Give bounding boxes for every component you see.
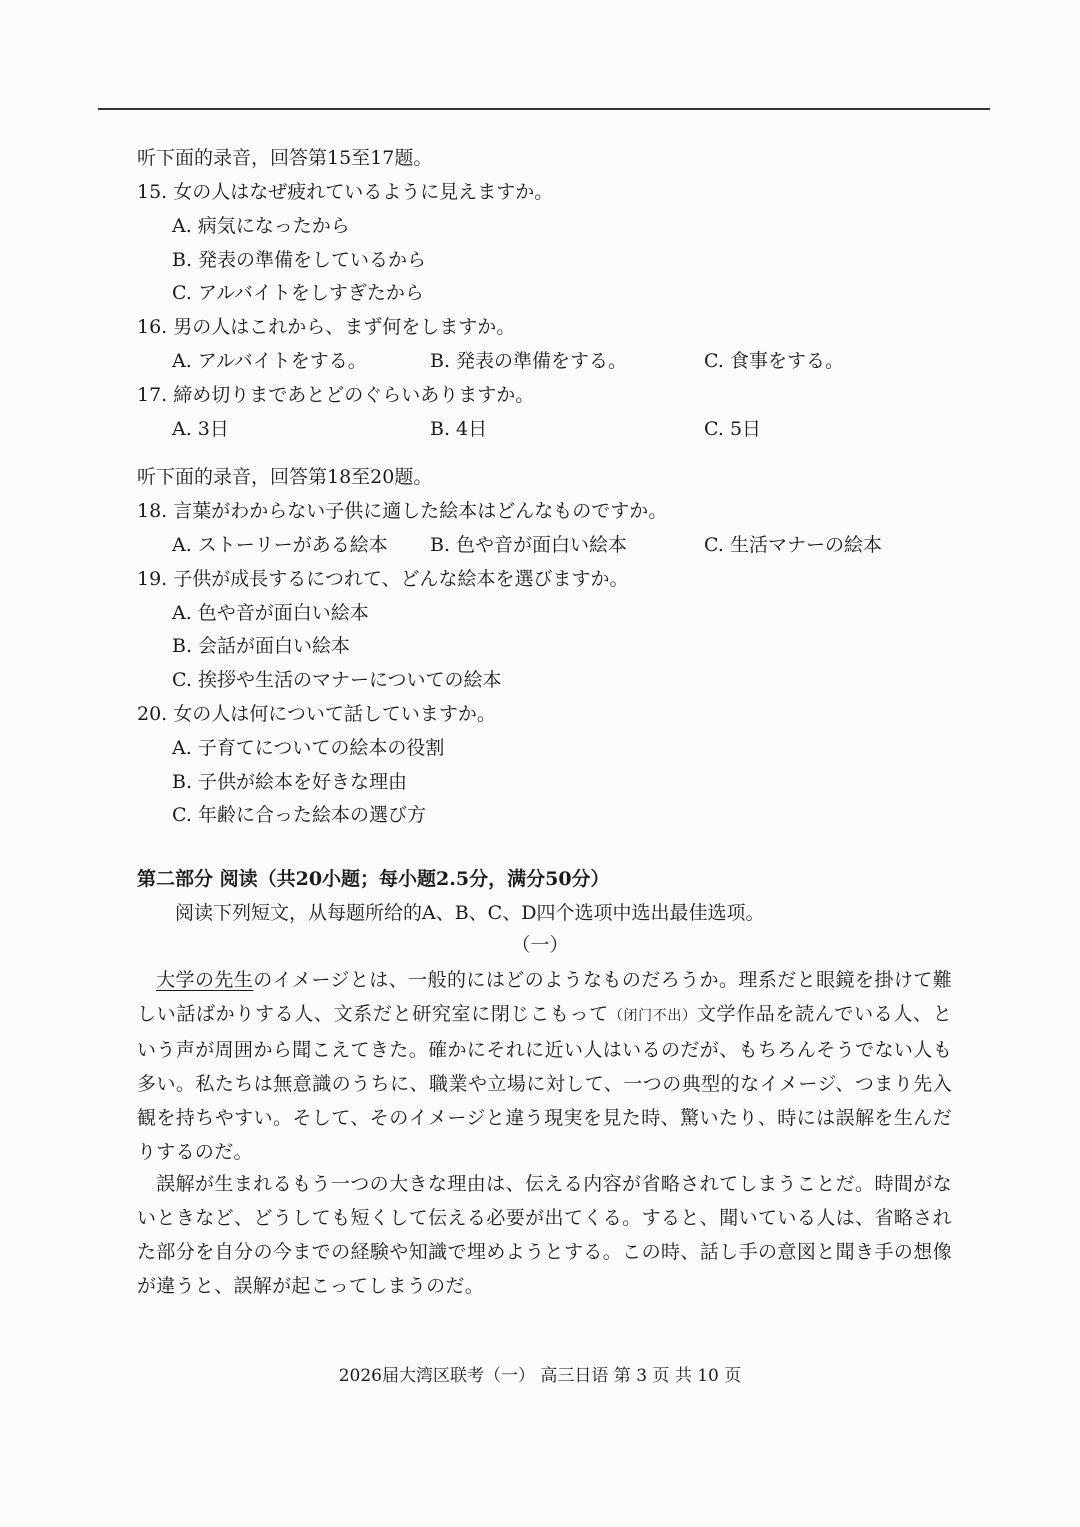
page-footer: 2026届大湾区联考（一） 高三日语 第 3 页 共 10 页 bbox=[338, 1366, 742, 1386]
passage-paragraph-1 bbox=[137, 963, 952, 1169]
underlined-phrase: 大学の先生 bbox=[156, 969, 254, 991]
option-19a: A. 色や音が面白い絵本 bbox=[172, 602, 369, 624]
option-20c: C. 年齢に合った絵本の選び方 bbox=[172, 804, 426, 826]
question-text: 子供が成長するにつれて、どんな絵本を選びますか。 bbox=[173, 568, 629, 590]
question-text: 言葉がわからない子供に適した絵本はどんなものですか。 bbox=[173, 500, 668, 522]
question-text: 締め切りまであとどのぐらいありますか。 bbox=[173, 384, 535, 406]
option-17c: C. 5日 bbox=[704, 418, 762, 440]
question-number: 18. bbox=[137, 500, 168, 522]
question-number: 20. bbox=[137, 703, 168, 725]
option-20b: B. 子供が絵本を好きな理由 bbox=[172, 771, 408, 793]
header-rule bbox=[98, 108, 990, 110]
question-text: 女の人はなぜ疲れているように見えますか。 bbox=[173, 181, 554, 203]
option-19c: C. 挨拶や生活のマナーについての絵本 bbox=[172, 669, 502, 691]
option-17b: B. 4日 bbox=[430, 418, 488, 440]
question-17 bbox=[137, 382, 534, 408]
option-19b: B. 会話が面白い絵本 bbox=[172, 635, 351, 657]
option-15a: A. 病気になったから bbox=[172, 215, 350, 237]
annotation-note: （闭门不出） bbox=[608, 1008, 697, 1024]
question-number: 16. bbox=[137, 316, 168, 338]
option-20a: A. 子育てについての絵本の役割 bbox=[172, 737, 445, 759]
question-number: 15. bbox=[137, 181, 168, 203]
option-18b: B. 色や音が面白い絵本 bbox=[430, 534, 628, 556]
question-16 bbox=[137, 314, 515, 340]
question-18 bbox=[137, 498, 667, 524]
option-16c: C. 食事をする。 bbox=[704, 350, 844, 372]
option-16a: A. アルバイトをする。 bbox=[172, 350, 367, 372]
part2-instruction: 阅读下列短文，从每题所给的A、B、C、D四个选项中选出最佳选项。 bbox=[175, 902, 765, 924]
question-20 bbox=[137, 701, 496, 727]
option-15c: C. アルバイトをしすぎたから bbox=[172, 282, 424, 304]
option-18c: C. 生活マナーの絵本 bbox=[704, 534, 882, 556]
paragraph-text: 誤解が生まれるもう一つの大きな理由は、伝える内容が省略されてしまうことだ。時間がないときなど、どうしても短くして伝える必要が出てくる。すると、聞いている人は、省略された部分を自分の今までの経験や知識で埋めようとする。この時、話し手の意図と聞き手の想像が違うと、誤解が起こってしまうのだ。 bbox=[137, 1173, 952, 1297]
part2-heading: 第二部分 阅读（共20小题；每小题2.5分，满分50分） bbox=[137, 868, 610, 890]
option-16b: B. 発表の準備をする。 bbox=[430, 350, 628, 372]
paragraph-text: のイメージとは、一般的にはどのようなものだろうか。理系だと眼鏡を掛けて難しい話ばかりする人、文系だと研究室に閉じこもって bbox=[137, 969, 952, 1025]
option-18a: A. ストーリーがある絵本 bbox=[172, 534, 388, 556]
passage-paragraph-2 bbox=[137, 1167, 952, 1303]
question-19 bbox=[137, 566, 629, 592]
option-15b: B. 発表の準備をしているから bbox=[172, 249, 427, 271]
listening-intro-18-20: 听下面的录音，回答第18至20题。 bbox=[137, 466, 433, 488]
question-text: 女の人は何について話していますか。 bbox=[173, 703, 496, 725]
paragraph-text: 文学作品を読んでいる人、という声が周囲から聞こえてきた。確かにそれに近い人はいるのだが、もちろんそうでない人も多い。私たちは無意識のうちに、職業や立場に対して、一つの典型的なイメージ、つまり先入観を持ちやすい。そして、そのイメージと違う現実を見た時、驚いたり、時には誤解を生んだりするのだ。 bbox=[137, 1003, 953, 1163]
question-15 bbox=[137, 179, 553, 205]
option-17a: A. 3日 bbox=[172, 418, 229, 440]
listening-intro-15-17: 听下面的录音，回答第15至17题。 bbox=[137, 147, 433, 169]
passage-label: （一） bbox=[511, 934, 569, 956]
question-number: 19. bbox=[137, 568, 168, 590]
question-number: 17. bbox=[137, 384, 168, 406]
question-text: 男の人はこれから、まず何をしますか。 bbox=[173, 316, 516, 338]
